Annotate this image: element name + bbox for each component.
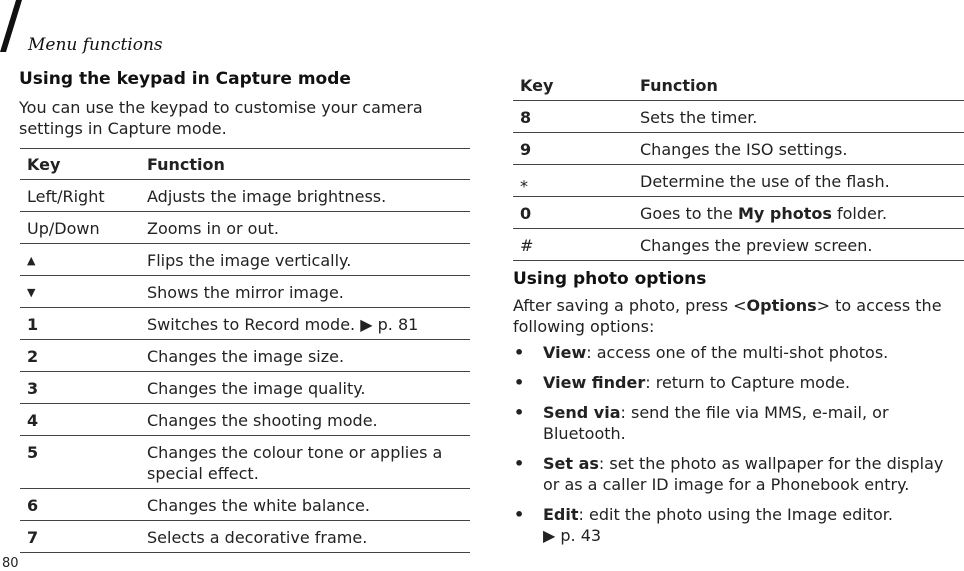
list-item: • Send via: send the file via MMS, e-mail, or Bluetooth. xyxy=(514,403,889,443)
table-row xyxy=(20,340,470,372)
key-cell: 2 xyxy=(27,347,39,366)
key-cell: 7 xyxy=(27,528,39,547)
table-row xyxy=(513,165,964,197)
key-cell: 0 xyxy=(520,204,532,223)
table-row xyxy=(20,404,470,436)
function-cell: Changes the colour tone or applies a special effect. xyxy=(147,443,443,483)
function-cell: Determine the use of the flash. xyxy=(640,172,890,191)
table-row xyxy=(20,372,470,404)
running-title: Menu functions xyxy=(28,35,163,55)
table-row xyxy=(513,133,964,165)
key-cell: Left/Right xyxy=(27,187,105,206)
table-row xyxy=(513,101,964,133)
header-accent-bar xyxy=(0,0,24,52)
key-cell: 8 xyxy=(520,108,532,127)
function-cell: Changes the shooting mode. xyxy=(147,411,378,430)
col-function-header: Function xyxy=(147,154,225,174)
key-cell: 1 xyxy=(27,315,39,334)
page-number: 80 xyxy=(2,556,19,571)
key-cell: 3 xyxy=(27,379,39,398)
table-row xyxy=(513,229,964,261)
function-cell: Flips the image vertically. xyxy=(147,251,352,270)
col-key-header: Key xyxy=(520,75,554,95)
table-row xyxy=(20,180,470,212)
function-cell: Goes to the My photos folder. xyxy=(640,204,888,223)
table-row xyxy=(20,521,470,553)
function-cell: Shows the mirror image. xyxy=(147,283,344,302)
table-row xyxy=(20,489,470,521)
function-cell: Zooms in or out. xyxy=(147,219,279,238)
down-key-icon: ▼ xyxy=(27,286,36,299)
keypad-table-right xyxy=(513,70,964,261)
table-row xyxy=(20,436,470,489)
asterisk-key-icon: ⁎ xyxy=(520,172,528,191)
function-cell: Changes the image size. xyxy=(147,347,345,366)
function-cell: Sets the timer. xyxy=(640,108,758,127)
section-heading-keypad: Using the keypad in Capture mode xyxy=(19,69,351,89)
key-cell: 9 xyxy=(520,140,532,159)
table-header-row xyxy=(513,70,964,101)
list-item: • View finder: return to Capture mode. xyxy=(514,373,851,392)
key-cell: 6 xyxy=(27,496,39,515)
table-row xyxy=(20,244,470,276)
function-cell: Changes the white balance. xyxy=(147,496,370,515)
function-cell: Changes the ISO settings. xyxy=(640,140,848,159)
photo-options-list xyxy=(513,342,964,555)
table-row xyxy=(20,308,470,340)
photo-options-intro: After saving a photo, press <Options> to access the following options: xyxy=(513,296,942,336)
hash-key-icon: # xyxy=(520,236,534,255)
function-cell: Switches to Record mode. ▶ p. 81 xyxy=(147,315,419,334)
table-header-row xyxy=(20,149,470,180)
list-item: • Set as: set the photo as wallpaper for the display or as a caller ID image for a Phonebook entry. xyxy=(514,454,944,494)
list-item: • Edit: edit the photo using the Image editor. ▶ p. 43 xyxy=(514,505,893,545)
col-function-header: Function xyxy=(640,75,718,95)
function-cell: Changes the preview screen. xyxy=(640,236,873,255)
function-cell: Selects a decorative frame. xyxy=(147,528,368,547)
key-cell: 5 xyxy=(27,443,39,462)
section-heading-photo-options: Using photo options xyxy=(513,269,707,289)
col-key-header: Key xyxy=(27,154,61,174)
function-cell: Changes the image quality. xyxy=(147,379,366,398)
keypad-intro: You can use the keypad to customise your camera settings in Capture mode. xyxy=(19,98,423,138)
list-item: • View: access one of the multi-shot photos. xyxy=(514,343,889,362)
keypad-table-left xyxy=(20,148,470,553)
table-row xyxy=(20,276,470,308)
key-cell: Up/Down xyxy=(27,219,100,238)
key-cell: 4 xyxy=(27,411,39,430)
up-key-icon: ▲ xyxy=(27,254,36,267)
table-row xyxy=(20,212,470,244)
table-row xyxy=(513,197,964,229)
function-cell: Adjusts the image brightness. xyxy=(147,187,387,206)
